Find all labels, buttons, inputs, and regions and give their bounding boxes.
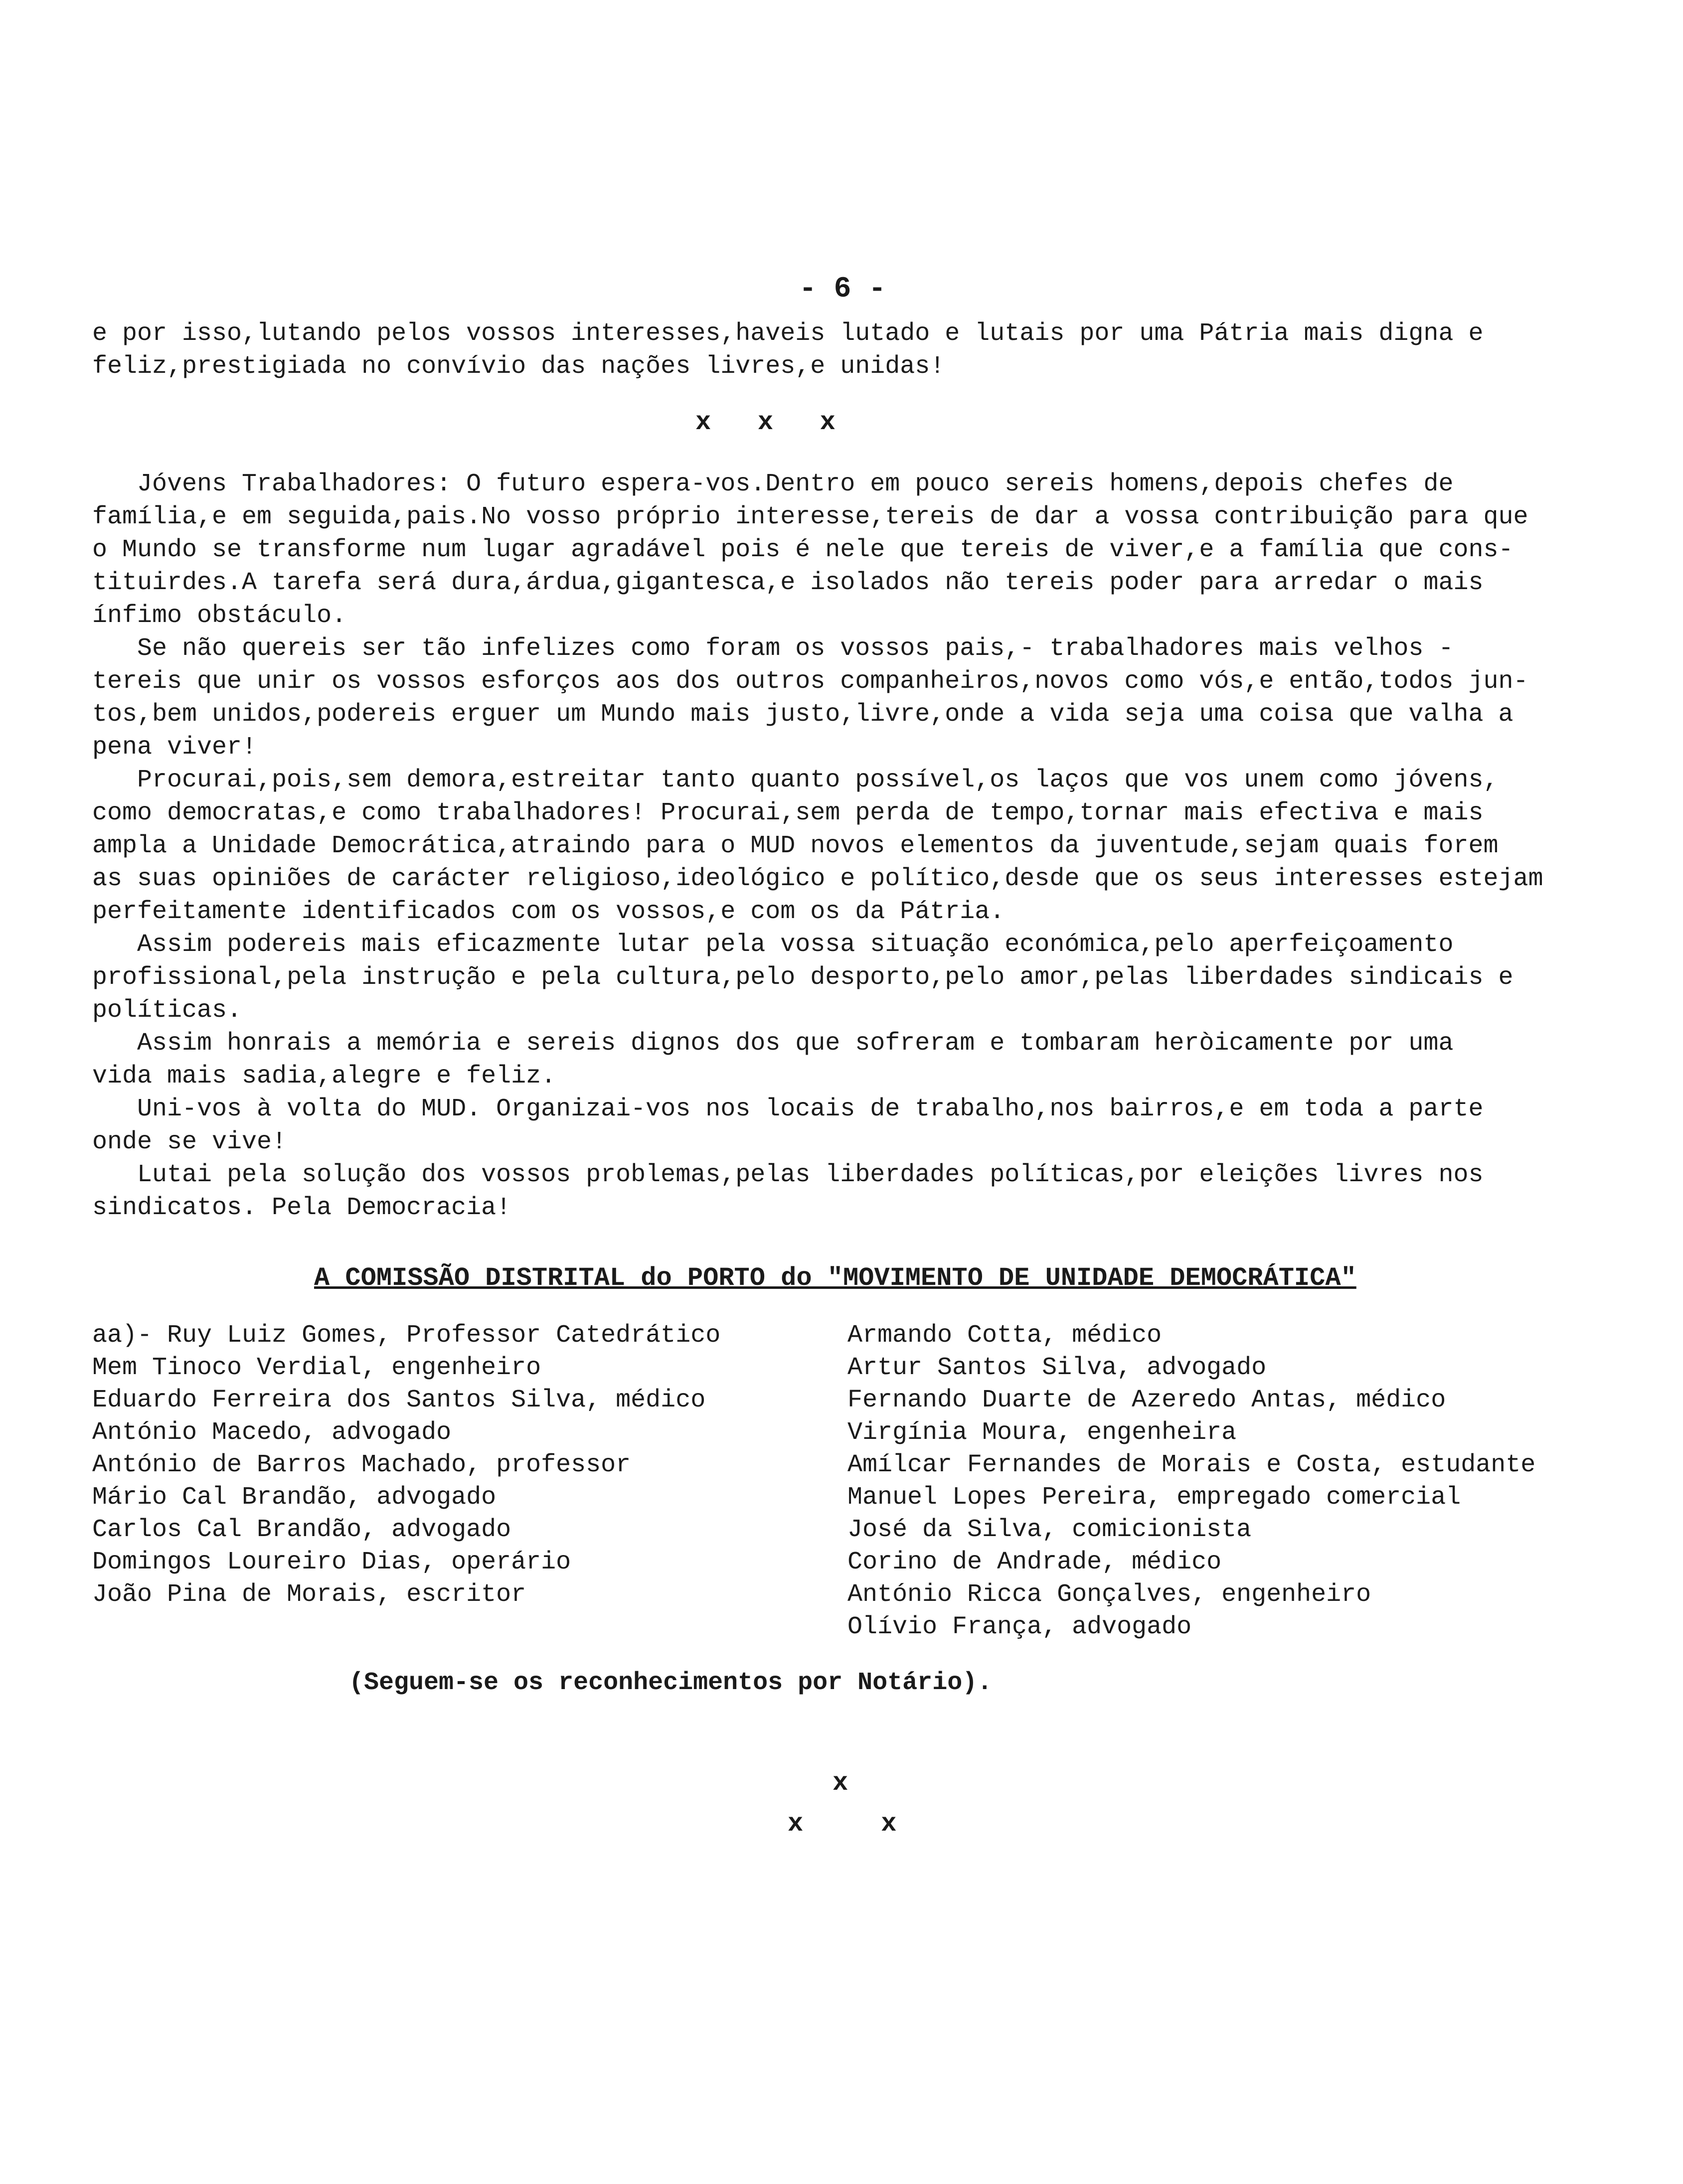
body-line: Assim honrais a memória e sereis dignos dos que sofreram e tombaram heròicamente por uma bbox=[92, 1029, 1454, 1058]
body-line: políticas. bbox=[92, 996, 242, 1025]
notary-note: (Seguem-se os reconhecimentos por Notário). bbox=[349, 1669, 993, 1697]
signatory-left: Carlos Cal Brandão, advogado bbox=[92, 1516, 511, 1544]
signatory-right: Armando Cotta, médico bbox=[847, 1321, 1162, 1350]
signatory-right: Artur Santos Silva, advogado bbox=[847, 1354, 1267, 1382]
body-line: tos,bem unidos,podereis erguer um Mundo mais justo,livre,onde a vida seja uma coisa que valha a bbox=[92, 700, 1514, 729]
body-line: pena viver! bbox=[92, 733, 257, 762]
intro-line: e por isso,lutando pelos vossos interesses,haveis lutado e lutais por uma Pátria mais digna e bbox=[92, 319, 1484, 348]
body-line: Procurai,pois,sem demora,estreitar tanto quanto possível,os laços que vos unem como jóvens, bbox=[92, 766, 1499, 794]
body-line: Lutai pela solução dos vossos problemas,pelas liberdades políticas,por eleições livres nos bbox=[92, 1161, 1484, 1189]
intro-line: feliz,prestigiada no convívio das nações livres,e unidas! bbox=[92, 352, 945, 381]
signatory-left: Eduardo Ferreira dos Santos Silva, médico bbox=[92, 1386, 706, 1414]
signatory-left: António de Barros Machado, professor bbox=[92, 1451, 631, 1479]
body-line: Uni-vos à volta do MUD. Organizai-vos nos locais de trabalho,nos bairros,e em toda a parte bbox=[92, 1095, 1484, 1123]
signatory-left: aa)- Ruy Luiz Gomes, Professor Catedrático bbox=[92, 1321, 721, 1350]
signatory-left: João Pina de Morais, escritor bbox=[92, 1580, 526, 1609]
body-line: sindicatos. Pela Democracia! bbox=[92, 1194, 511, 1222]
signatory-right: Olívio França, advogado bbox=[847, 1613, 1192, 1641]
body-line: ampla a Unidade Democrática,atraindo para o MUD novos elementos da juventude,sejam quais forem bbox=[92, 832, 1499, 860]
body-line: perfeitamente identificados com os vossos,e com os da Pátria. bbox=[92, 898, 1005, 926]
signatory-right: Manuel Lopes Pereira, empregado comercial bbox=[847, 1483, 1461, 1512]
closing-separator-top: x bbox=[833, 1768, 848, 1798]
signatory-right: Amílcar Fernandes de Morais e Costa, estudante bbox=[847, 1451, 1536, 1479]
signatory-left: Mem Tinoco Verdial, engenheiro bbox=[92, 1354, 541, 1382]
signatory-left: Mário Cal Brandão, advogado bbox=[92, 1483, 497, 1512]
signatory-right: Corino de Andrade, médico bbox=[847, 1548, 1222, 1576]
commission-heading: A COMISSÃO DISTRITAL do PORTO do "MOVIMENTO DE UNIDADE DEMOCRÁTICA" bbox=[314, 1263, 1356, 1293]
body-line: Jóvens Trabalhadores: O futuro espera-vos.Dentro em pouco sereis homens,depois chefes de bbox=[92, 470, 1454, 498]
section-separator: x x x bbox=[695, 408, 836, 437]
body-line: tituirdes.A tarefa será dura,árdua,gigantesca,e isolados não tereis poder para arredar o mais bbox=[92, 569, 1484, 597]
body-line: família,e em seguida,pais.No vosso próprio interesse,tereis de dar a vossa contribuição para que bbox=[92, 503, 1528, 531]
body-line: Assim podereis mais eficazmente lutar pela vossa situação económica,pelo aperfeiçoamento bbox=[92, 931, 1454, 959]
body-line: onde se vive! bbox=[92, 1128, 287, 1156]
signatory-left: António Macedo, advogado bbox=[92, 1418, 452, 1447]
body-line: ínfimo obstáculo. bbox=[92, 602, 347, 630]
signatory-right: António Ricca Gonçalves, engenheiro bbox=[847, 1580, 1371, 1609]
body-line: o Mundo se transforme num lugar agradável pois é nele que tereis de viver,e a família que cons- bbox=[92, 536, 1514, 564]
signatory-right: Fernando Duarte de Azeredo Antas, médico bbox=[847, 1386, 1446, 1414]
signatory-left: Domingos Loureiro Dias, operário bbox=[92, 1548, 571, 1576]
closing-separator-bottom: x x bbox=[788, 1809, 897, 1839]
body-line: Se não quereis ser tão infelizes como foram os vossos pais,- trabalhadores mais velhos - bbox=[92, 634, 1454, 663]
signatory-right: José da Silva, comicionista bbox=[847, 1516, 1252, 1544]
body-line: profissional,pela instrução e pela cultura,pelo desporto,pelo amor,pelas liberdades sindicais e bbox=[92, 963, 1514, 992]
body-line: as suas opiniões de carácter religioso,ideológico e político,desde que os seus interesses estejam bbox=[92, 865, 1543, 893]
page-number: - 6 - bbox=[799, 273, 886, 306]
body-line: tereis que unir os vossos esforços aos dos outros companheiros,novos como vós,e então,todos jun- bbox=[92, 667, 1528, 696]
body-line: vida mais sadia,alegre e feliz. bbox=[92, 1062, 556, 1091]
body-line: como democratas,e como trabalhadores! Procurai,sem perda de tempo,tornar mais efectiva e mais bbox=[92, 799, 1484, 827]
signatory-right: Virgínia Moura, engenheira bbox=[847, 1418, 1237, 1447]
